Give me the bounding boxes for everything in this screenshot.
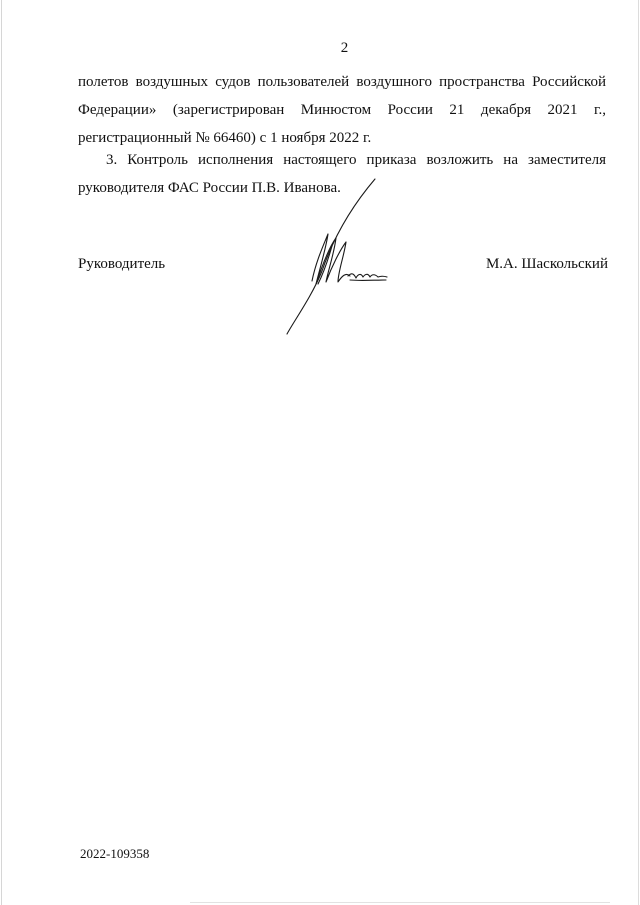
paragraph-line: полетов воздушных судов пользователей воздушного пространства Российской bbox=[78, 74, 606, 90]
page-number: 2 bbox=[340, 40, 349, 56]
paragraph-line: руководителя ФАС России П.В. Иванова. bbox=[78, 180, 341, 196]
signatory-position: Руководитель bbox=[78, 256, 166, 272]
paragraph-continuation bbox=[78, 68, 606, 152]
paragraph-line: Федерации» (зарегистрирован Минюстом России 21 декабря 2021 г., bbox=[78, 102, 606, 118]
scan-edge-right bbox=[638, 0, 639, 905]
scan-edge-left bbox=[1, 0, 2, 905]
handwritten-signature bbox=[282, 176, 392, 336]
signatory-name: М.А. Шаскольский bbox=[485, 256, 608, 272]
paragraph-line: регистрационный № 66460) с 1 ноября 2022 г. bbox=[78, 130, 372, 146]
scan-edge-bottom bbox=[190, 902, 610, 903]
paragraph-line: 3. Контроль исполнения настоящего приказа возложить на заместителя bbox=[106, 152, 606, 168]
document-registration-number: 2022-109358 bbox=[80, 846, 150, 861]
